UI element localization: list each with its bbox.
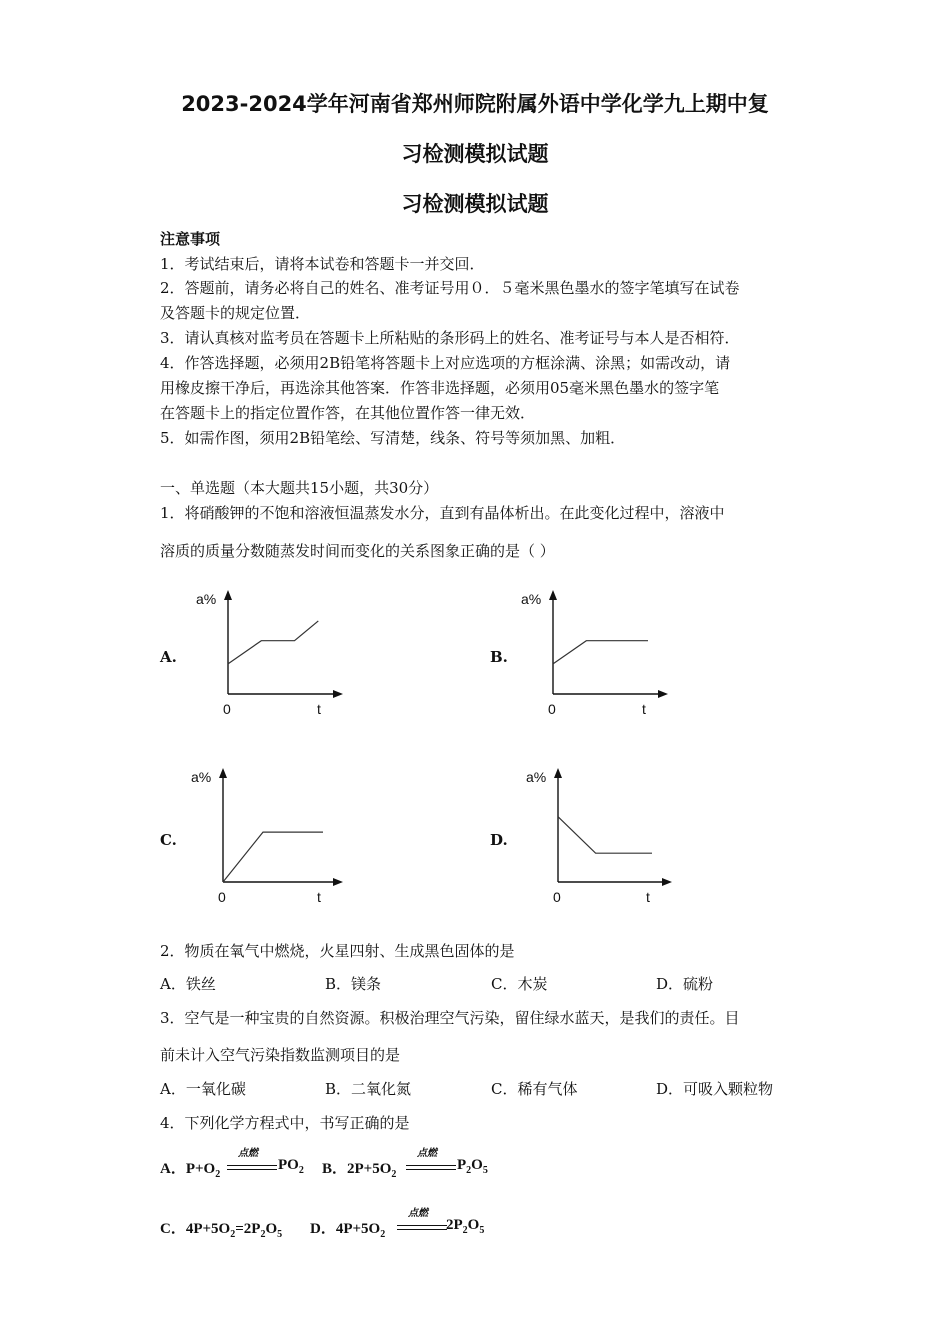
q1-label-c: C.	[160, 831, 177, 849]
graph-b-x-arrow	[658, 690, 668, 698]
section-heading: 一、单选题（本大题共15小题，共30分）	[160, 479, 439, 497]
graph-a-origin: 0	[223, 701, 231, 717]
graph-c-series	[223, 832, 323, 882]
q4-option-b-condition: 点燃	[417, 1148, 437, 1159]
notice-item: 1．考试结束后，请将本试卷和答题卡一并交回．	[160, 255, 485, 273]
graph-a-series	[228, 621, 318, 664]
q4-option-b-equals	[406, 1165, 456, 1170]
q3-option-d: D．可吸入颗粒物	[656, 1080, 774, 1098]
q4-option-a-left: A．$P+O_2$	[160, 1161, 221, 1180]
q3-option-a: A．一氧化碳	[160, 1080, 246, 1098]
notice-item: 3．请认真核对监考员在答题卡上所粘贴的条形码上的姓名、准考证号与本人是否相符．	[160, 329, 740, 347]
q1-label-b: B.	[490, 648, 508, 666]
q4-option-a-condition: 点燃	[238, 1148, 258, 1159]
q4-option-d-condition: 点燃	[408, 1208, 428, 1219]
graph-d-origin: 0	[553, 889, 561, 905]
page-title-line3: 习检测模拟试题	[401, 192, 549, 216]
q4-stem: 4．下列化学方程式中，书写正确的是	[160, 1114, 410, 1132]
graph-b-series	[553, 641, 648, 664]
notice-item: 用橡皮擦干净后，再选涂其他答案．作答非选择题，必须用05毫米黑色墨水的签字笔	[160, 379, 720, 397]
graph-c-y-arrow	[219, 768, 227, 778]
notice-item: 及答题卡的规定位置．	[160, 304, 311, 322]
graph-c-ylabel: a%	[191, 769, 212, 785]
graph-c-xlabel: t	[317, 889, 321, 905]
graph-a-y-arrow	[224, 590, 232, 600]
q4-option-a-right: $PO_2$	[278, 1157, 304, 1176]
q2-option-c: C．木炭	[491, 975, 548, 993]
q4-option-b-left: B．$2P+5O_2$	[322, 1161, 397, 1180]
q3-option-b: B．二氧化氮	[325, 1080, 412, 1098]
graph-d-x-arrow	[662, 878, 672, 886]
q2-option-d: D．硫粉	[656, 975, 714, 993]
graph-a-ylabel: a%	[196, 591, 217, 607]
graph-b-y-arrow	[549, 590, 557, 600]
graph-b-xlabel: t	[642, 701, 646, 717]
graph-b-origin: 0	[548, 701, 556, 717]
q4-option-a-equals	[227, 1165, 277, 1170]
q2-stem: 2．物质在氧气中燃烧，火星四射、生成黑色固体的是	[160, 942, 515, 960]
q3-stem-line1: 3．空气是一种宝贵的自然资源。积极治理空气污染，留住绿水蓝天，是我们的责任。目	[160, 1009, 740, 1027]
q3-option-c: C．稀有气体	[491, 1080, 578, 1098]
q4-option-d-left: D．$4P+5O_2$	[310, 1221, 386, 1240]
q1-label-d: D.	[490, 831, 508, 849]
page-title-line2: 习检测模拟试题	[401, 142, 549, 166]
q3-stem-line2: 前未计入空气污染指数监测项目的是	[160, 1046, 401, 1064]
q1-label-a: A.	[160, 648, 177, 666]
q1-stem-line2: 溶质的质量分数随蒸发时间而变化的关系图象正确的是（ ）	[160, 542, 555, 560]
q2-option-b: B．镁条	[325, 975, 382, 993]
graph-d-series	[558, 817, 652, 854]
q4-option-c: C．$4P+5O_2=2P_2O_5$	[160, 1221, 283, 1240]
notice-heading: 注意事项	[160, 230, 221, 248]
q2-option-a: A．铁丝	[160, 975, 216, 993]
graph-b-ylabel: a%	[521, 591, 542, 607]
graph-a-xlabel: t	[317, 701, 321, 717]
q4-option-b-right: $P_2O_5$	[457, 1157, 488, 1176]
q1-stem-line1: 1．将硝酸钾的不饱和溶液恒温蒸发水分，直到有晶体析出。在此变化过程中，溶液中	[160, 504, 725, 522]
graph-a-x-arrow	[333, 690, 343, 698]
page-title: 2023-2024学年河南省郑州师院附属外语中学化学九上期中复	[181, 92, 769, 116]
notice-item: 2．答题前，请务必将自己的姓名、准考证号用０．５毫米黑色墨水的签字笔填写在试卷	[160, 279, 740, 297]
graph-d-y-arrow	[554, 768, 562, 778]
notice-item: 在答题卡上的指定位置作答，在其他位置作答一律无效．	[160, 404, 536, 422]
graph-c-origin: 0	[218, 889, 226, 905]
graph-c-x-arrow	[333, 878, 343, 886]
graph-d-xlabel: t	[646, 889, 650, 905]
q4-option-d-equals	[397, 1225, 447, 1230]
q4-option-d-right: $2P_2O_5$	[446, 1217, 485, 1236]
graph-d-ylabel: a%	[526, 769, 547, 785]
notice-item: 4．作答选择题，必须用2B铅笔将答题卡上对应选项的方框涂满、涂黑；如需改动，请	[160, 354, 731, 372]
notice-item: 5．如需作图，须用2B铅笔绘、写清楚，线条、符号等须加黑、加粗．	[160, 429, 626, 447]
